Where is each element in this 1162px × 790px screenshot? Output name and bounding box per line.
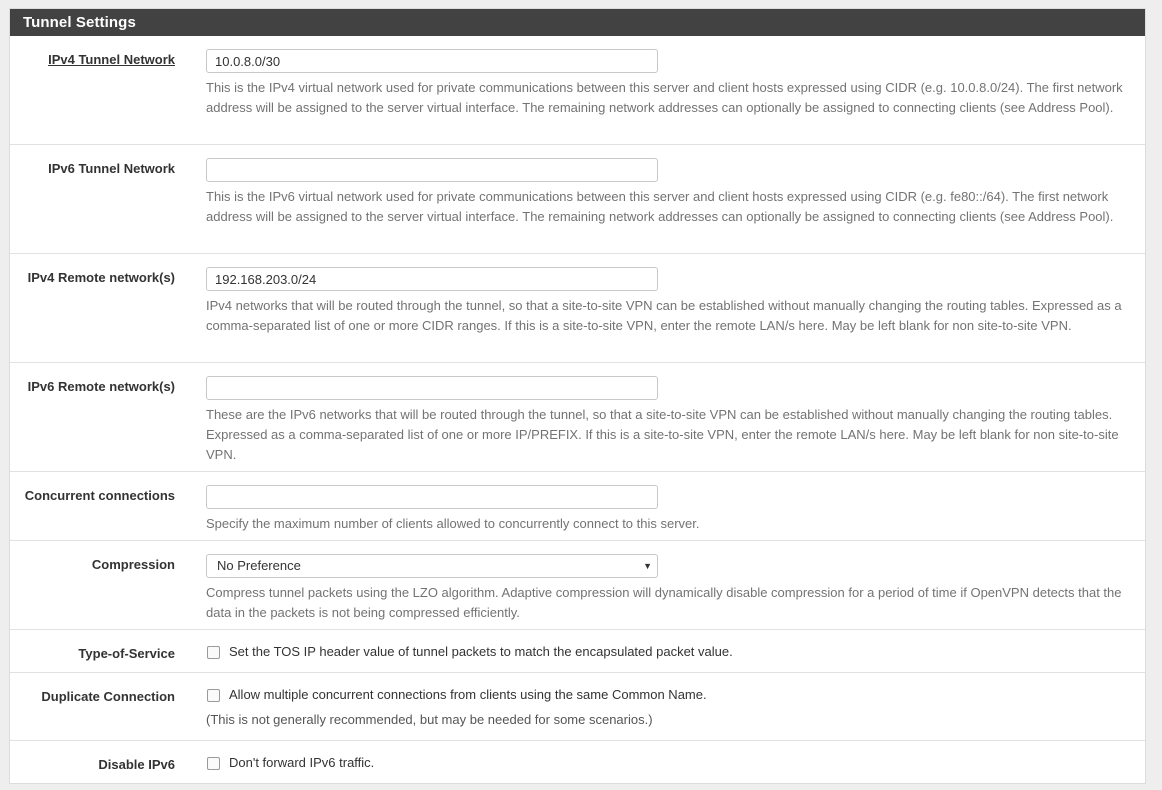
row-type-of-service: [10, 630, 1145, 673]
row-compression: [10, 541, 1145, 630]
row-ipv6-remote-networks: [10, 363, 1145, 472]
row-ipv6-tunnel-network: [10, 145, 1145, 254]
panel-title: Tunnel Settings: [10, 9, 1145, 36]
ipv4-tunnel-network-field-group: [206, 49, 1137, 118]
compression-label: Compression: [91, 557, 175, 572]
ipv6-remote-networks-field-group: [206, 376, 1137, 465]
ipv6-remote-networks-input[interactable]: [206, 376, 658, 400]
concurrent-connections-field-group: [206, 485, 1137, 534]
ipv4-remote-networks-label: IPv4 Remote network(s): [27, 270, 175, 285]
compression-help: Compress tunnel packets using the LZO algorithm. Adaptive compression will dynamically disable compression for a period of time if OpenVPN detects that the data in the packets is not being compressed efficiently.: [206, 585, 1122, 620]
compression-field-group: [206, 554, 1137, 623]
ipv4-tunnel-network-label: IPv4 Tunnel Network: [48, 52, 175, 67]
row-duplicate-connection: [10, 673, 1145, 741]
caret-down-icon: ▼: [643, 561, 652, 571]
type-of-service-checkbox-label: Set the TOS IP header value of tunnel packets to match the encapsulated packet value.: [229, 644, 733, 659]
duplicate-connection-checkbox-label: Allow multiple concurrent connections from clients using the same Common Name.: [229, 687, 707, 702]
disable-ipv6-label: Disable IPv6: [98, 757, 175, 772]
ipv6-tunnel-network-field-group: [206, 158, 1137, 227]
concurrent-connections-input[interactable]: [206, 485, 658, 509]
type-of-service-checkbox[interactable]: [207, 646, 220, 659]
compression-selected-value: No Preference: [217, 558, 301, 573]
row-concurrent-connections: [10, 472, 1145, 541]
ipv4-remote-networks-field-group: [206, 267, 1137, 336]
disable-ipv6-checkbox[interactable]: [207, 757, 220, 770]
ipv6-tunnel-network-label: IPv6 Tunnel Network: [48, 161, 175, 176]
ipv4-remote-networks-input[interactable]: [206, 267, 658, 291]
disable-ipv6-field-group: [206, 753, 1137, 773]
ipv4-tunnel-network-help: This is the IPv4 virtual network used for private communications between this server and client hosts expressed using CIDR (e.g. 10.0.8.0/24). The first network address will be assigned to the server virtual interface. The remaining network addresses can optionally be assigned to connecting clients (see Address Pool).: [206, 80, 1123, 115]
row-ipv4-remote-networks: [10, 254, 1145, 363]
concurrent-connections-help: Specify the maximum number of clients allowed to concurrently connect to this server.: [206, 516, 700, 531]
compression-select[interactable]: [206, 554, 658, 578]
row-disable-ipv6: [10, 741, 1145, 784]
duplicate-connection-field-group: [206, 685, 1137, 730]
disable-ipv6-option[interactable]: [206, 753, 1137, 773]
duplicate-connection-note: (This is not generally recommended, but may be needed for some scenarios.): [206, 712, 653, 727]
duplicate-connection-option[interactable]: [206, 685, 1137, 705]
tunnel-settings-panel: [9, 8, 1146, 784]
type-of-service-field-group: [206, 642, 1137, 662]
ipv6-remote-networks-help: These are the IPv6 networks that will be routed through the tunnel, so that a site-to-site VPN can be established without manually changing the routing tables. Expressed as a comma-separated list of one or more IP/PREFIX. If this is a site-to-site VPN, enter the remote LAN/s here. May be left blank for non site-to-site VPN.: [206, 407, 1119, 462]
duplicate-connection-label: Duplicate Connection: [41, 689, 175, 704]
ipv6-tunnel-network-help: This is the IPv6 virtual network used for private communications between this server and client hosts expressed using CIDR (e.g. fe80::/64). The first network address will be assigned to the server virtual interface. The remaining network addresses can optionally be assigned to connecting clients (see Address Pool).: [206, 189, 1114, 224]
ipv6-remote-networks-label: IPv6 Remote network(s): [27, 379, 175, 394]
concurrent-connections-label: Concurrent connections: [24, 488, 175, 503]
ipv4-tunnel-network-input[interactable]: [206, 49, 658, 73]
duplicate-connection-checkbox[interactable]: [207, 689, 220, 702]
ipv4-remote-networks-help: IPv4 networks that will be routed through the tunnel, so that a site-to-site VPN can be established without manually changing the routing tables. Expressed as a comma-separated list of one or more CIDR ranges. If this is a site-to-site VPN, enter the remote LAN/s here. May be left blank for non site-to-site VPN.: [206, 298, 1122, 333]
row-ipv4-tunnel-network: [10, 36, 1145, 145]
type-of-service-option[interactable]: [206, 642, 1137, 662]
ipv6-tunnel-network-input[interactable]: [206, 158, 658, 182]
disable-ipv6-checkbox-label: Don't forward IPv6 traffic.: [229, 755, 375, 770]
type-of-service-label: Type-of-Service: [78, 646, 175, 661]
